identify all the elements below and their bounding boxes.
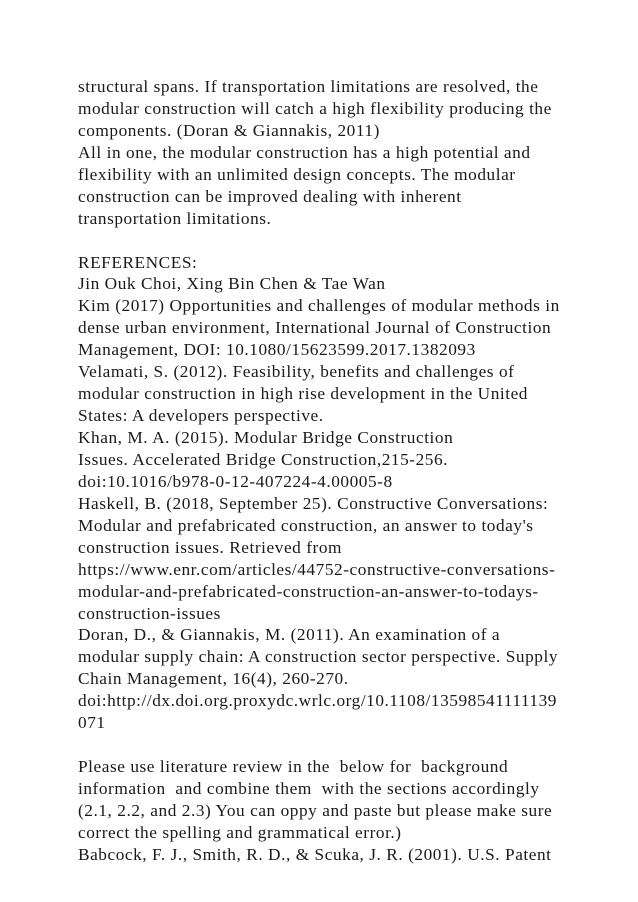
document-text (78, 76, 623, 866)
paragraph-line: components. (Doran & Giannakis, 2011) (78, 120, 380, 140)
paragraph-line: structural spans. If transportation limitations are resolved, the (78, 77, 539, 96)
reference-url-line: modular-and-prefabricated-construction-an-answer-to-todays- (78, 581, 539, 601)
reference-line: Modular and prefabricated construction, an answer to today's (78, 515, 534, 535)
reference-line: Jin Ouk Choi, Xing Bin Chen & Tae Wan (78, 274, 386, 294)
reference-doi-line: 071 (78, 713, 106, 733)
reference-line: modular construction in high rise development in the United (78, 384, 528, 404)
blank-line (78, 734, 623, 756)
reference-doi-line: doi:http://dx.doi.org.proxydc.wrlc.org/10.1108/13598541111139 (78, 691, 557, 711)
blank-line (78, 230, 623, 252)
paragraph-line: All in one, the modular construction has a high potential and (78, 142, 531, 162)
reference-line: Velamati, S. (2012). Feasibility, benefits and challenges of (78, 362, 515, 382)
paragraph-line: transportation limitations. (78, 208, 272, 228)
reference-line: Khan, M. A. (2015). Modular Bridge Construction (78, 428, 454, 447)
paragraph-line: flexibility with an unlimited design concepts. The modular (78, 164, 516, 184)
reference-line: Management, DOI: 10.1080/15623599.2017.1382093 (78, 340, 476, 360)
reference-line: doi:10.1016/b978-0-12-407224-4.00005-8 (78, 471, 393, 491)
instruction-line: information and combine them with the sections accordingly (78, 779, 540, 798)
paragraph-line: modular construction will catch a high flexibility producing the (78, 98, 552, 118)
instruction-line: Please use literature review in the below for background (78, 757, 509, 777)
reference-line: construction issues. Retrieved from (78, 537, 343, 557)
reference-line: Issues. Accelerated Bridge Construction,215-256. (78, 449, 449, 469)
reference-line: Haskell, B. (2018, September 25). Constructive Conversations: (78, 493, 549, 513)
instruction-line: correct the spelling and grammatical error.) (78, 822, 402, 842)
paragraph-line: construction can be improved dealing with inherent (78, 186, 462, 206)
references-heading: REFERENCES: (78, 252, 198, 272)
instruction-line: (2.1, 2.2, and 2.3) You can oppy and paste but please make sure (78, 800, 553, 820)
reference-line: Doran, D., & Giannakis, M. (2011). An examination of a (78, 625, 501, 645)
reference-line: dense urban environment, International Journal of Construction (78, 318, 552, 338)
reference-line: States: A developers perspective. (78, 406, 324, 426)
reference-line: Babcock, F. J., Smith, R. D., & Scuka, J. R. (2001). U.S. Patent (78, 844, 552, 864)
reference-line: Chain Management, 16(4), 260-270. (78, 669, 349, 689)
reference-line: modular supply chain: A construction sector perspective. Supply (78, 647, 559, 667)
reference-line: Kim (2017) Opportunities and challenges of modular methods in (78, 296, 560, 316)
reference-url-line: construction-issues (78, 603, 221, 623)
reference-url-line: https://www.enr.com/articles/44752-constructive-conversations- (78, 559, 556, 579)
